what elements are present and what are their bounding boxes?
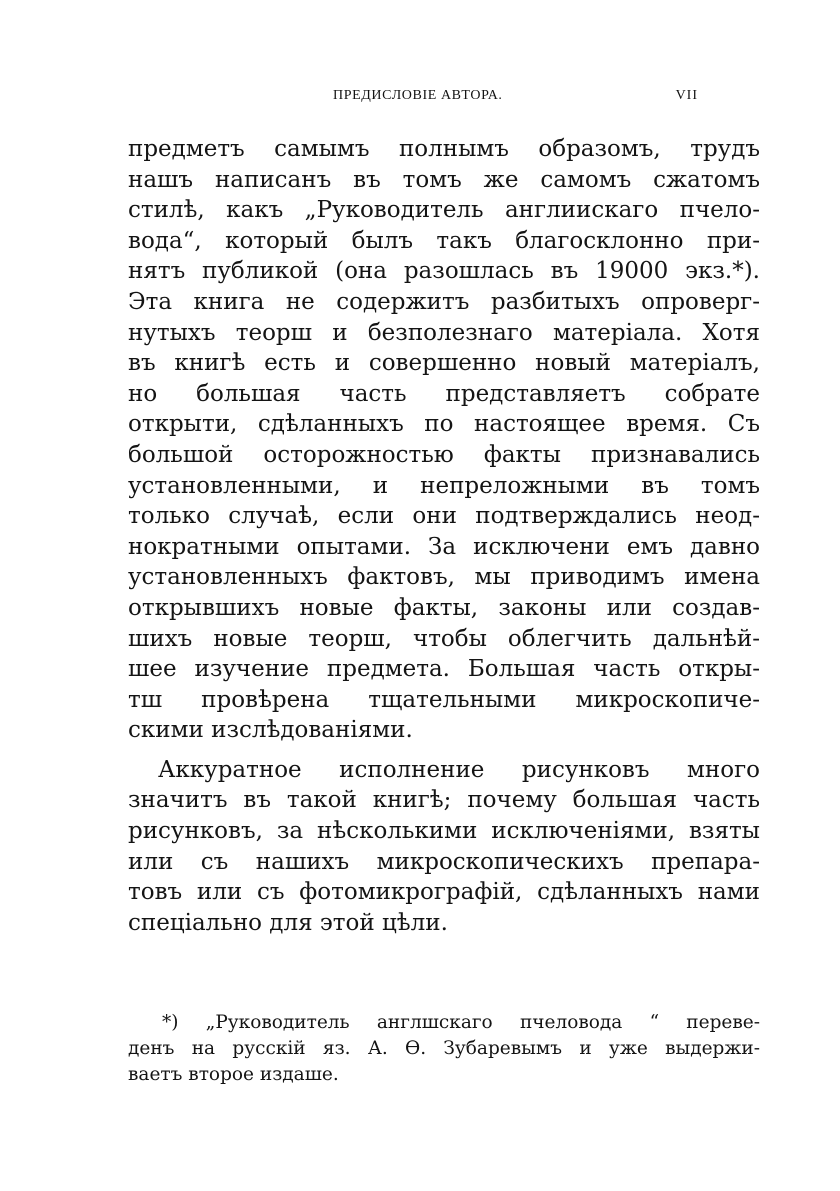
- text-line: открывшихъ новые факты, законы или создав-: [128, 594, 760, 621]
- text-line: или съ нашихъ микроскопическихъ препара-: [128, 848, 760, 875]
- text-line: скими изслѣдованіями.: [128, 717, 413, 744]
- text-line: въ книгѣ есть и совершенно новый матеріалъ,: [128, 350, 760, 377]
- text-line: открыти, сдѣланныхъ по настоящее время. Съ: [128, 411, 760, 438]
- text-line: значитъ въ такой книгѣ; почему большая часть: [128, 787, 760, 814]
- text-line: большой осторожностью факты признавались: [128, 441, 760, 468]
- text-line: тш провѣрена тщательными микроскопиче-: [128, 686, 760, 713]
- text-line: шихъ новые теорш, чтобы облегчить дальнѣй-: [128, 625, 760, 652]
- text-line: вода“, который былъ такъ благосклонно при-: [128, 227, 760, 254]
- text-line: нашъ написанъ въ томъ же самомъ сжатомъ: [128, 166, 760, 193]
- paragraph-gap: [128, 746, 760, 755]
- text-line: только случаѣ, если они подтверждались неод-: [128, 503, 760, 530]
- text-line: стилѣ, какъ „Руководитель англиискаго пчело-: [128, 197, 760, 224]
- paragraph-2: [128, 755, 760, 939]
- text-line: Эта книга не содержитъ разбитыхъ опроверг-: [128, 288, 760, 315]
- text-line: нократными опытами. За исключени емъ давно: [128, 533, 760, 560]
- page-number: VII: [675, 88, 698, 103]
- text-line: установленныхъ фактовъ, мы приводимъ имена: [128, 564, 760, 591]
- text-line: Аккуратное исполнение рисунковъ много: [158, 756, 760, 783]
- footnote-line: денъ на русскій яз. А. Ѳ. Зубаревымъ и уже выдержи-: [128, 1038, 760, 1059]
- paragraph-1: [128, 134, 760, 746]
- footnote-line: *) „Руководитель англшскаго пчеловода “ переве-: [162, 1012, 760, 1033]
- text-line: рисунковъ, за нѣсколькими исключеніями, взяты: [128, 818, 760, 845]
- text-line: товъ или съ фотомикрографій, сдѣланныхъ нами: [128, 879, 760, 906]
- text-line: нятъ публикой (она разошлась въ 19000 экз.*).: [128, 258, 760, 285]
- running-head: [128, 88, 760, 110]
- text-line: установленными, и непреложными въ томъ: [128, 472, 760, 499]
- text-line: нутыхъ теорш и безполезнаго матеріала. Хотя: [128, 319, 760, 346]
- footnote-line: ваетъ второе издаше.: [128, 1064, 339, 1085]
- body-text: [128, 134, 760, 938]
- text-line: шее изучение предмета. Большая часть откры-: [128, 656, 760, 683]
- text-line: спеціально для этой цѣли.: [128, 909, 448, 936]
- running-title: ПРЕДИСЛОВІЕ АВТОРА.: [333, 88, 503, 103]
- text-line: предметъ самымъ полнымъ образомъ, трудъ: [128, 136, 760, 162]
- footnote: [128, 1010, 760, 1088]
- text-line: но большая часть представляетъ собрате: [128, 380, 760, 407]
